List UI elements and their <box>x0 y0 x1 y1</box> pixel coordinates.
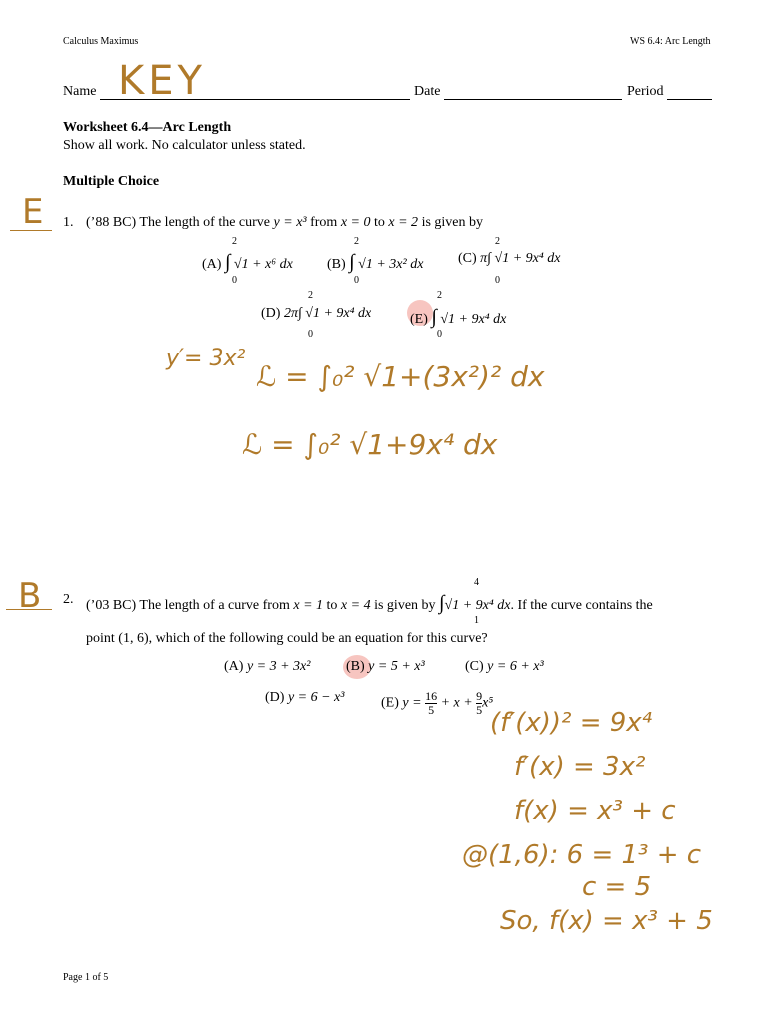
q1-answer-underline <box>10 230 52 231</box>
q2-number: 2. <box>63 592 74 607</box>
header-right: WS 6.4: Arc Length <box>630 36 711 47</box>
q2-stem-line2 <box>86 631 488 647</box>
q1-text-d: is given by <box>421 215 484 230</box>
q2-option-a[interactable] <box>224 659 310 675</box>
page-footer: Page 1 of 5 <box>63 972 109 983</box>
option-label: (C) <box>458 251 477 266</box>
option-d-expr: 2π∫ √1 + 9x⁴ dx <box>283 306 372 321</box>
q1-option-d[interactable] <box>261 306 371 322</box>
fraction-1-den: 5 <box>428 703 435 717</box>
fraction-2-den: 5 <box>476 703 483 717</box>
q1-option-a[interactable] <box>202 251 293 274</box>
q2-answer-underline <box>6 609 52 610</box>
q1-c-upper: 2 <box>495 236 500 247</box>
integral-icon: ∫ <box>431 306 437 328</box>
option-c-expr: y = 6 + x³ <box>487 659 544 674</box>
option-label: (E) <box>410 312 428 327</box>
q1-e-upper: 2 <box>437 290 442 301</box>
q2-text-d: . If the curve contains the <box>510 598 653 613</box>
q2-work-3: f(x) = x³ + c <box>514 796 676 826</box>
q2-option-e[interactable] <box>381 690 493 717</box>
integral-icon: ∫ <box>224 251 231 273</box>
option-e-mid: + x + <box>440 695 473 711</box>
option-b-expr: y = 5 + x³ <box>368 659 425 674</box>
option-c-expr: π∫ √1 + 9x⁴ dx <box>480 251 561 266</box>
instructions: Show all work. No calculator unless stated. <box>63 138 306 153</box>
q1-option-b[interactable] <box>327 251 423 274</box>
option-a-expr: y = 3 + 3x² <box>246 659 311 674</box>
q1-b-lower: 0 <box>354 275 359 286</box>
option-label: (C) <box>465 659 484 674</box>
q2-integral: √1 + 9x⁴ dx <box>444 598 511 613</box>
q2-option-c[interactable] <box>465 659 544 675</box>
q2-lower: 1 <box>474 615 479 626</box>
q1-d-upper: 2 <box>308 290 313 301</box>
q1-number: 1. <box>63 215 74 230</box>
date-underline <box>444 99 622 100</box>
option-label: (E) <box>381 695 399 711</box>
q2-from: x = 1 <box>293 598 324 613</box>
q1-c-lower: 0 <box>495 275 500 286</box>
q2-stem-line1 <box>86 592 653 615</box>
q1-curve: y = x³ <box>273 215 307 230</box>
q2-work-1: (f′(x))² = 9x⁴ <box>490 708 653 738</box>
period-label: Period <box>627 84 664 99</box>
q1-answer-mark: E <box>22 192 44 232</box>
integral-icon: ∫ <box>439 592 445 614</box>
q2-work-4: @(1,6): 6 = 1³ + c <box>462 840 702 870</box>
date-label: Date <box>414 84 441 99</box>
q2-point: (1, 6) <box>118 631 149 646</box>
name-value: KEY <box>118 58 206 104</box>
q1-option-e[interactable] <box>410 306 506 329</box>
option-a-expr: √1 + x⁶ dx <box>233 257 293 272</box>
q2-to: x = 4 <box>340 598 371 613</box>
q2-text-f: , which of the following could be an equation for this curve? <box>148 631 488 646</box>
q2-text-a: (’03 BC) The length of a curve from <box>86 598 290 613</box>
q2-text-c: is given by <box>374 598 436 613</box>
q1-option-c[interactable] <box>458 251 560 267</box>
option-label: (B) <box>327 257 346 272</box>
q2-option-d[interactable] <box>265 690 344 706</box>
section-heading: Multiple Choice <box>63 174 160 189</box>
q1-e-lower: 0 <box>437 329 442 340</box>
q1-work-3: ℒ = ∫₀² √1+9x⁴ dx <box>242 428 498 461</box>
worksheet-title: Worksheet 6.4—Arc Length <box>63 120 232 135</box>
q2-answer-mark: B <box>18 576 42 616</box>
fraction-2-num: 9 <box>476 689 483 703</box>
option-label: (D) <box>261 306 281 321</box>
q2-text-b: to <box>326 598 338 613</box>
q1-a-upper: 2 <box>232 236 237 247</box>
option-b-expr: √1 + 3x² dx <box>358 257 424 272</box>
option-label: (D) <box>265 690 285 705</box>
q2-work-5: c = 5 <box>582 872 652 902</box>
fraction-1-num: 16 <box>425 689 438 703</box>
q1-text-b: from <box>310 215 338 230</box>
q2-upper: 4 <box>474 577 479 588</box>
option-e-expr: √1 + 9x⁴ dx <box>440 312 507 327</box>
q1-text-a: (’88 BC) The length of the curve <box>86 215 271 230</box>
period-underline <box>667 99 712 100</box>
fraction-1 <box>425 690 437 717</box>
option-d-expr: y = 6 − x³ <box>287 690 345 705</box>
q1-work-1: y′= 3x² <box>166 346 246 371</box>
option-label: (B) <box>346 659 365 674</box>
q1-text-c: to <box>374 215 385 230</box>
q2-work-2: f′(x) = 3x² <box>514 752 646 782</box>
q1-d-lower: 0 <box>308 329 313 340</box>
name-label: Name <box>63 84 97 99</box>
option-label: (A) <box>202 257 222 272</box>
header-left: Calculus Maximus <box>63 36 139 47</box>
q1-from: x = 0 <box>340 215 371 230</box>
q2-work-6: So, f(x) = x³ + 5 <box>500 906 713 936</box>
q1-b-upper: 2 <box>354 236 359 247</box>
q2-option-b[interactable] <box>346 659 425 675</box>
q1-work-2: ℒ = ∫₀² √1+(3x²)² dx <box>256 360 545 393</box>
q1-a-lower: 0 <box>232 275 237 286</box>
q1-stem <box>86 215 483 231</box>
integral-icon: ∫ <box>349 251 355 273</box>
option-label: (A) <box>224 659 244 674</box>
q2-text-e: point <box>86 631 115 646</box>
option-e-lhs: y = <box>402 695 422 711</box>
option-e-post: x⁵ <box>482 695 494 711</box>
q1-to: x = 2 <box>388 215 419 230</box>
